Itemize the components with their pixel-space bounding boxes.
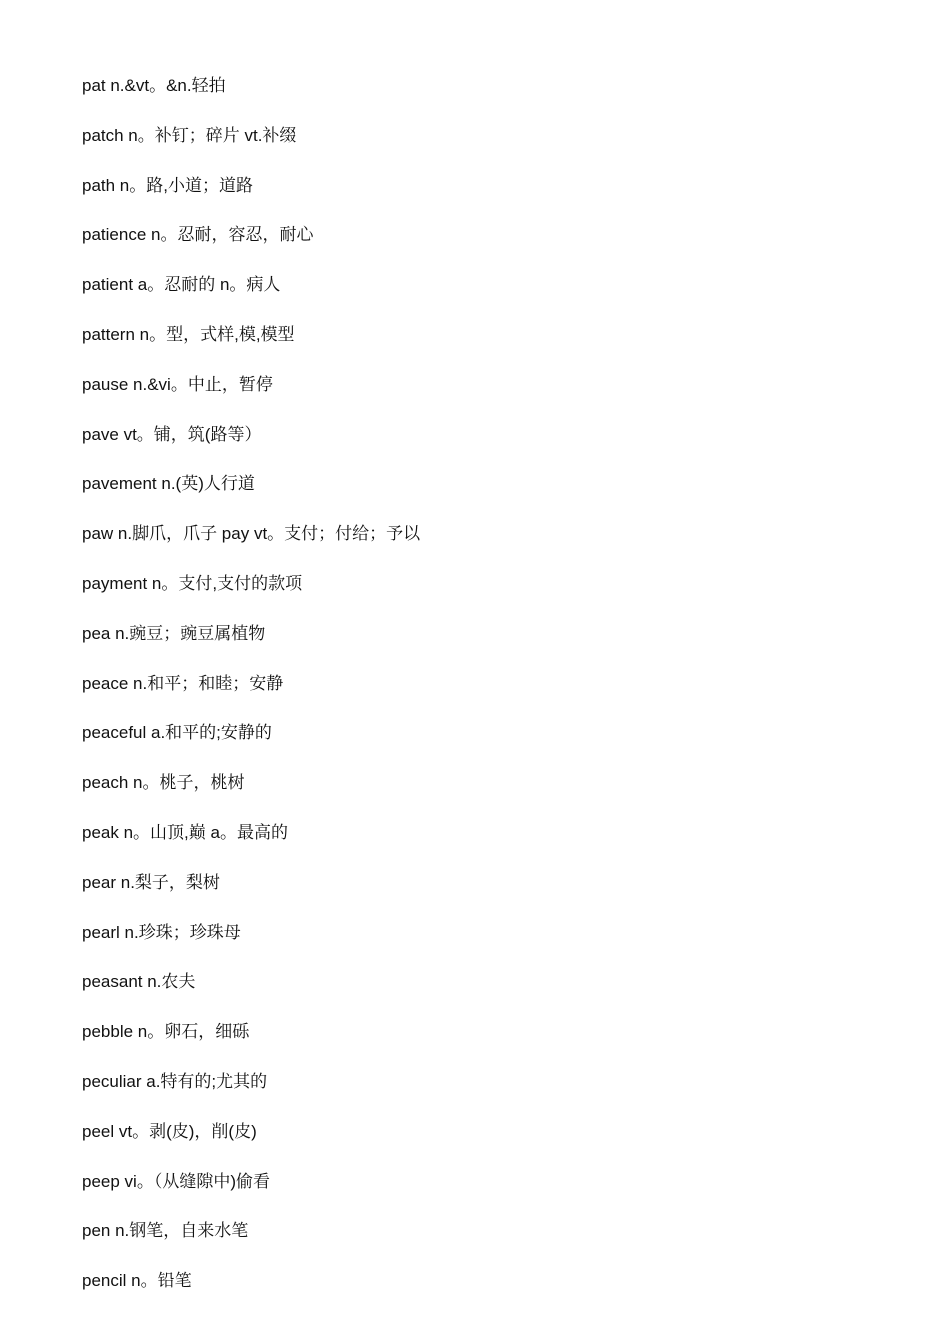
vocab-entry-peasant: peasant n.农夫 [82, 972, 196, 992]
vocab-entry-pavement: pavement n.(英)人行道 [82, 474, 255, 494]
vocab-entry-pen: pen n.钢笔，自来水笔 [82, 1221, 249, 1241]
vocabulary-list [82, 74, 420, 1319]
vocab-entry-peace: peace n.和平；和睦；安静 [82, 673, 284, 693]
vocab-entry-peep: peep vi。（从缝隙中)偷看 [82, 1171, 270, 1191]
vocab-entry-pearl: pearl n.珍珠；珍珠母 [82, 922, 241, 942]
vocab-entry-paw-pay: paw n.脚爪，爪子 pay vt。支付；付给；予以 [82, 524, 421, 544]
vocab-entry-patience: patience n。忍耐，容忍，耐心 [82, 225, 314, 245]
vocab-entry-pencil: pencil n。铅笔 [82, 1271, 192, 1291]
vocab-entry-pebble: pebble n。卵石，细砾 [82, 1022, 250, 1042]
vocab-entry-patient: patient a。忍耐的 n。病人 [82, 275, 281, 295]
vocab-entry-pause: pause n.&vi。中止，暂停 [82, 374, 273, 394]
vocab-entry-peak: peak n。山顶,巅 a。最高的 [82, 822, 288, 842]
vocab-entry-pear: pear n.梨子，梨树 [82, 872, 220, 892]
vocab-entry-peculiar: peculiar a.特有的;尤其的 [82, 1071, 268, 1091]
vocab-entry-peel: peel vt。剥(皮)，削(皮) [82, 1121, 257, 1141]
vocab-entry-peaceful: peaceful a.和平的;安静的 [82, 723, 272, 743]
vocab-entry-pave: pave vt。铺，筑(路等） [82, 424, 262, 444]
vocab-entry-payment: payment n。支付,支付的款项 [82, 573, 303, 593]
vocab-entry-pea: pea n.豌豆；豌豆属植物 [82, 623, 266, 643]
vocab-entry-pattern: pattern n。型，式样,模,模型 [82, 324, 295, 344]
vocab-entry-peach: peach n。桃子，桃树 [82, 773, 245, 793]
vocab-entry-path: path n。路,小道；道路 [82, 175, 253, 195]
vocab-entry-patch: patch n。补钉；碎片 vt.补缀 [82, 125, 297, 145]
vocab-entry-pat: pat n.&vt。&n.轻拍 [82, 76, 226, 95]
